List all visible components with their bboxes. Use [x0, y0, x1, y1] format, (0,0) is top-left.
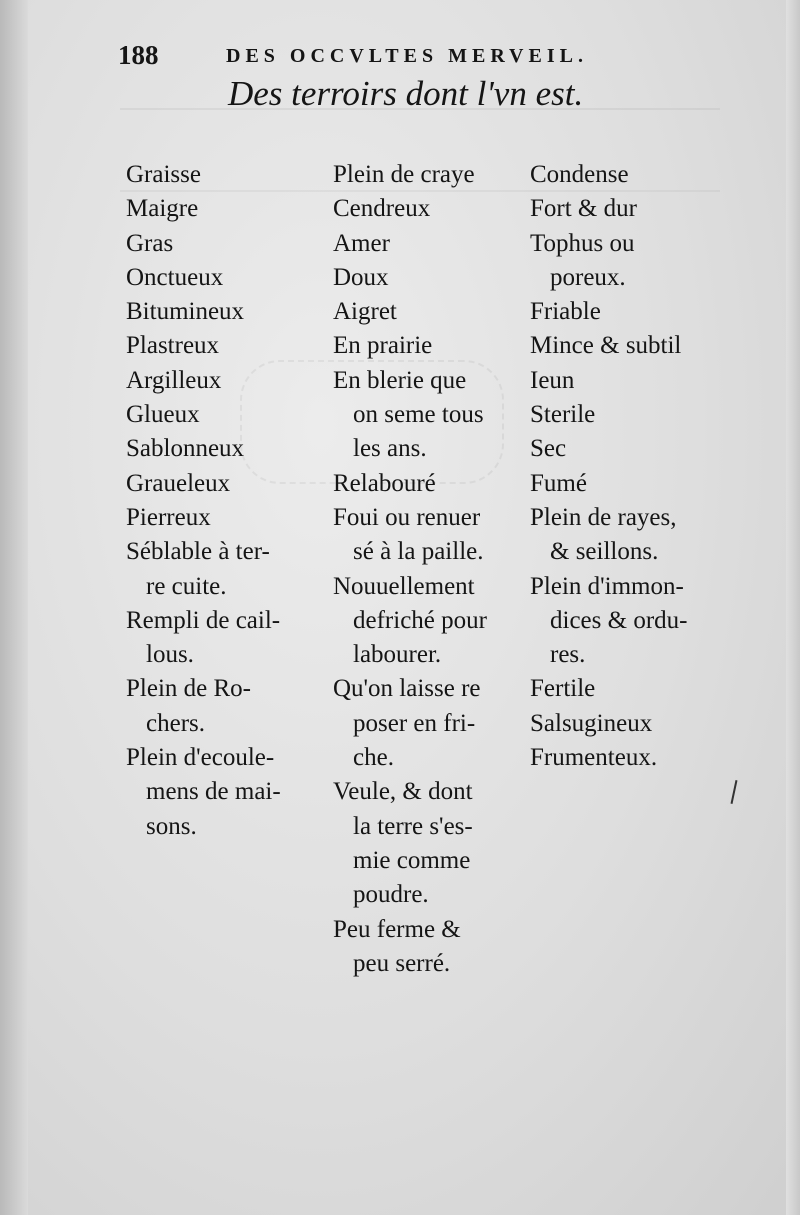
column-3: [530, 158, 687, 775]
column-2-line: poudre.: [353, 881, 429, 909]
column-2-line: Veule, & dont: [333, 778, 473, 806]
column-2-line: mie comme: [353, 846, 471, 874]
page-number: 188: [118, 40, 159, 70]
running-head: DES OCCVLTES MERVEIL.: [226, 45, 588, 67]
column-1-line: mens de mai-: [146, 778, 281, 806]
column-2-line: Qu'on laisse re: [333, 675, 481, 703]
column-1-line: Plein de Ro-: [126, 675, 251, 703]
column-1-line: re cuite.: [146, 572, 227, 600]
column-2-line: che.: [353, 744, 394, 772]
page-edge-shadow: [786, 0, 800, 1215]
column-1-line: Pierreux: [126, 503, 211, 531]
column-1-line: Bitumineux: [126, 298, 245, 326]
column-3-line: Tophus ou: [530, 229, 635, 257]
column-2-line: En prairie: [333, 332, 433, 360]
column-3-line: Mince & subtil: [530, 332, 682, 360]
column-3-line: Plein d'immon-: [530, 572, 684, 600]
column-3-line: Plein de rayes,: [530, 503, 677, 531]
column-3-line: Sterile: [530, 401, 596, 429]
column-1-line: Glueux: [126, 401, 200, 429]
column-3-line: res.: [550, 641, 586, 669]
column-3-line: dices & ordu-: [550, 606, 688, 634]
column-3-line: Salsugineux: [530, 709, 653, 737]
column-1-line: Maigre: [126, 195, 199, 223]
column-1-line: Plein d'ecoule-: [126, 744, 275, 772]
column-2: [333, 158, 487, 981]
column-3-line: Friable: [530, 298, 601, 326]
column-3-line: & seillons.: [550, 538, 659, 566]
column-2-line: labourer.: [353, 641, 442, 669]
column-3-line: Frumenteux.: [530, 744, 658, 772]
column-1-line: Graueleux: [126, 469, 231, 497]
column-2-line: sé à la paille.: [353, 538, 484, 566]
column-2-line: Aigret: [333, 298, 397, 326]
column-1-line: Graisse: [126, 161, 201, 188]
column-1-line: Sablonneux: [126, 435, 245, 463]
column-2-line: defriché pour: [353, 606, 487, 634]
column-2-line: la terre s'es-: [353, 812, 473, 840]
column-2-line: Amer: [333, 229, 390, 257]
column-1-line: Gras: [126, 229, 174, 257]
section-title: Des terroirs dont l'vn est.: [228, 74, 584, 113]
column-2-line: on seme tous: [353, 401, 484, 429]
column-2-line: Foui ou renuer: [333, 503, 481, 531]
column-3-line: Fumé: [530, 469, 587, 497]
column-2-line: En blerie que: [333, 366, 467, 394]
column-2-line: les ans.: [353, 435, 427, 463]
column-3-line: Fort & dur: [530, 195, 637, 223]
column-3-line: poreux.: [550, 263, 626, 291]
column-1-line: chers.: [146, 709, 205, 737]
page-gutter-shadow: [0, 0, 28, 1215]
column-3-line: Ieun: [530, 366, 575, 394]
column-3-line: Condense: [530, 161, 629, 188]
column-1-line: Plastreux: [126, 332, 220, 360]
column-1-line: sons.: [146, 812, 197, 840]
column-2-line: Peu ferme &: [333, 915, 461, 943]
column-2-line: Doux: [333, 263, 389, 291]
column-1-line: lous.: [146, 641, 194, 669]
column-1-line: Séblable à ter-: [126, 538, 270, 566]
column-1-line: Rempli de cail-: [126, 606, 281, 634]
column-2-line: poser en fri-: [353, 709, 476, 737]
column-2-line: Nouuellement: [333, 572, 475, 600]
column-3-line: Fertile: [530, 675, 596, 703]
column-3-line: Sec: [530, 435, 567, 463]
column-1-line: Argilleux: [126, 366, 222, 394]
column-1: [126, 158, 281, 844]
column-2-line: Relabouré: [333, 469, 436, 497]
column-2-line: Plein de craye: [333, 161, 475, 188]
column-2-line: Cendreux: [333, 195, 431, 223]
column-1-line: Onctueux: [126, 263, 224, 291]
ink-mark: [731, 780, 738, 804]
column-2-line: peu serré.: [353, 949, 451, 977]
